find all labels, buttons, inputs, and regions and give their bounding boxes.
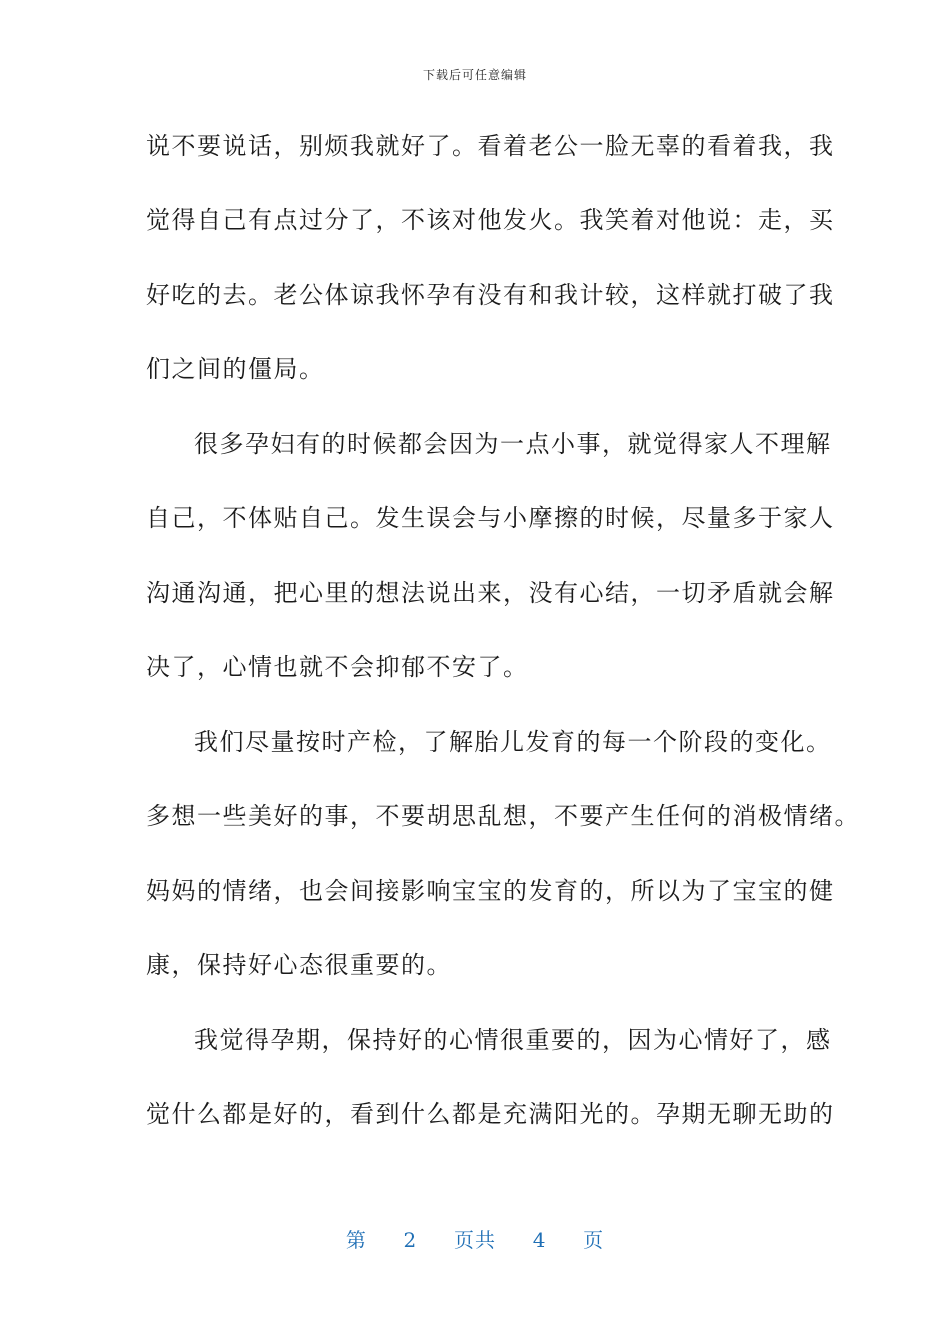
footer-prefix: 第 [345,1228,367,1252]
text-line: 多想一些美好的事，不要胡思乱想，不要产生任何的消极情绪。 [146,802,860,830]
text-line: 觉得自己有点过分了，不该对他发火。我笑着对他说：走，买 [146,206,835,234]
text-line: 我们尽量按时产检，了解胎儿发育的每一个阶段的变化。 [194,728,832,756]
text-line: 妈妈的情绪，也会间接影响宝宝的发育的，所以为了宝宝的健 [146,877,835,905]
page-footer [0,1224,950,1253]
footer-suffix: 页 [583,1228,605,1252]
header-note: 下载后可任意编辑 [422,68,527,82]
text-line: 说不要说话，别烦我就好了。看着老公一脸无辜的看着我，我 [146,132,835,160]
footer-page-number: 2 [403,1228,418,1252]
footer-total-pages: 4 [532,1228,547,1252]
text-line: 我觉得孕期，保持好的心情很重要的，因为心情好了，感 [194,1026,832,1054]
text-line: 沟通沟通，把心里的想法说出来，没有心结，一切矛盾就会解 [146,579,835,607]
text-line: 康，保持好心态很重要的。 [146,951,452,979]
text-line: 们之间的僵局。 [146,355,325,383]
text-line: 决了，心情也就不会抑郁不安了。 [146,653,529,681]
text-line: 很多孕妇有的时候都会因为一点小事，就觉得家人不理解 [194,430,832,458]
text-line: 好吃的去。老公体谅我怀孕有没有和我计较，这样就打破了我 [146,281,835,309]
text-line: 自己，不体贴自己。发生误会与小摩擦的时候，尽量多于家人 [146,504,835,532]
footer-middle: 页共 [454,1228,496,1252]
text-line: 觉什么都是好的，看到什么都是充满阳光的。孕期无聊无助的 [146,1100,835,1128]
